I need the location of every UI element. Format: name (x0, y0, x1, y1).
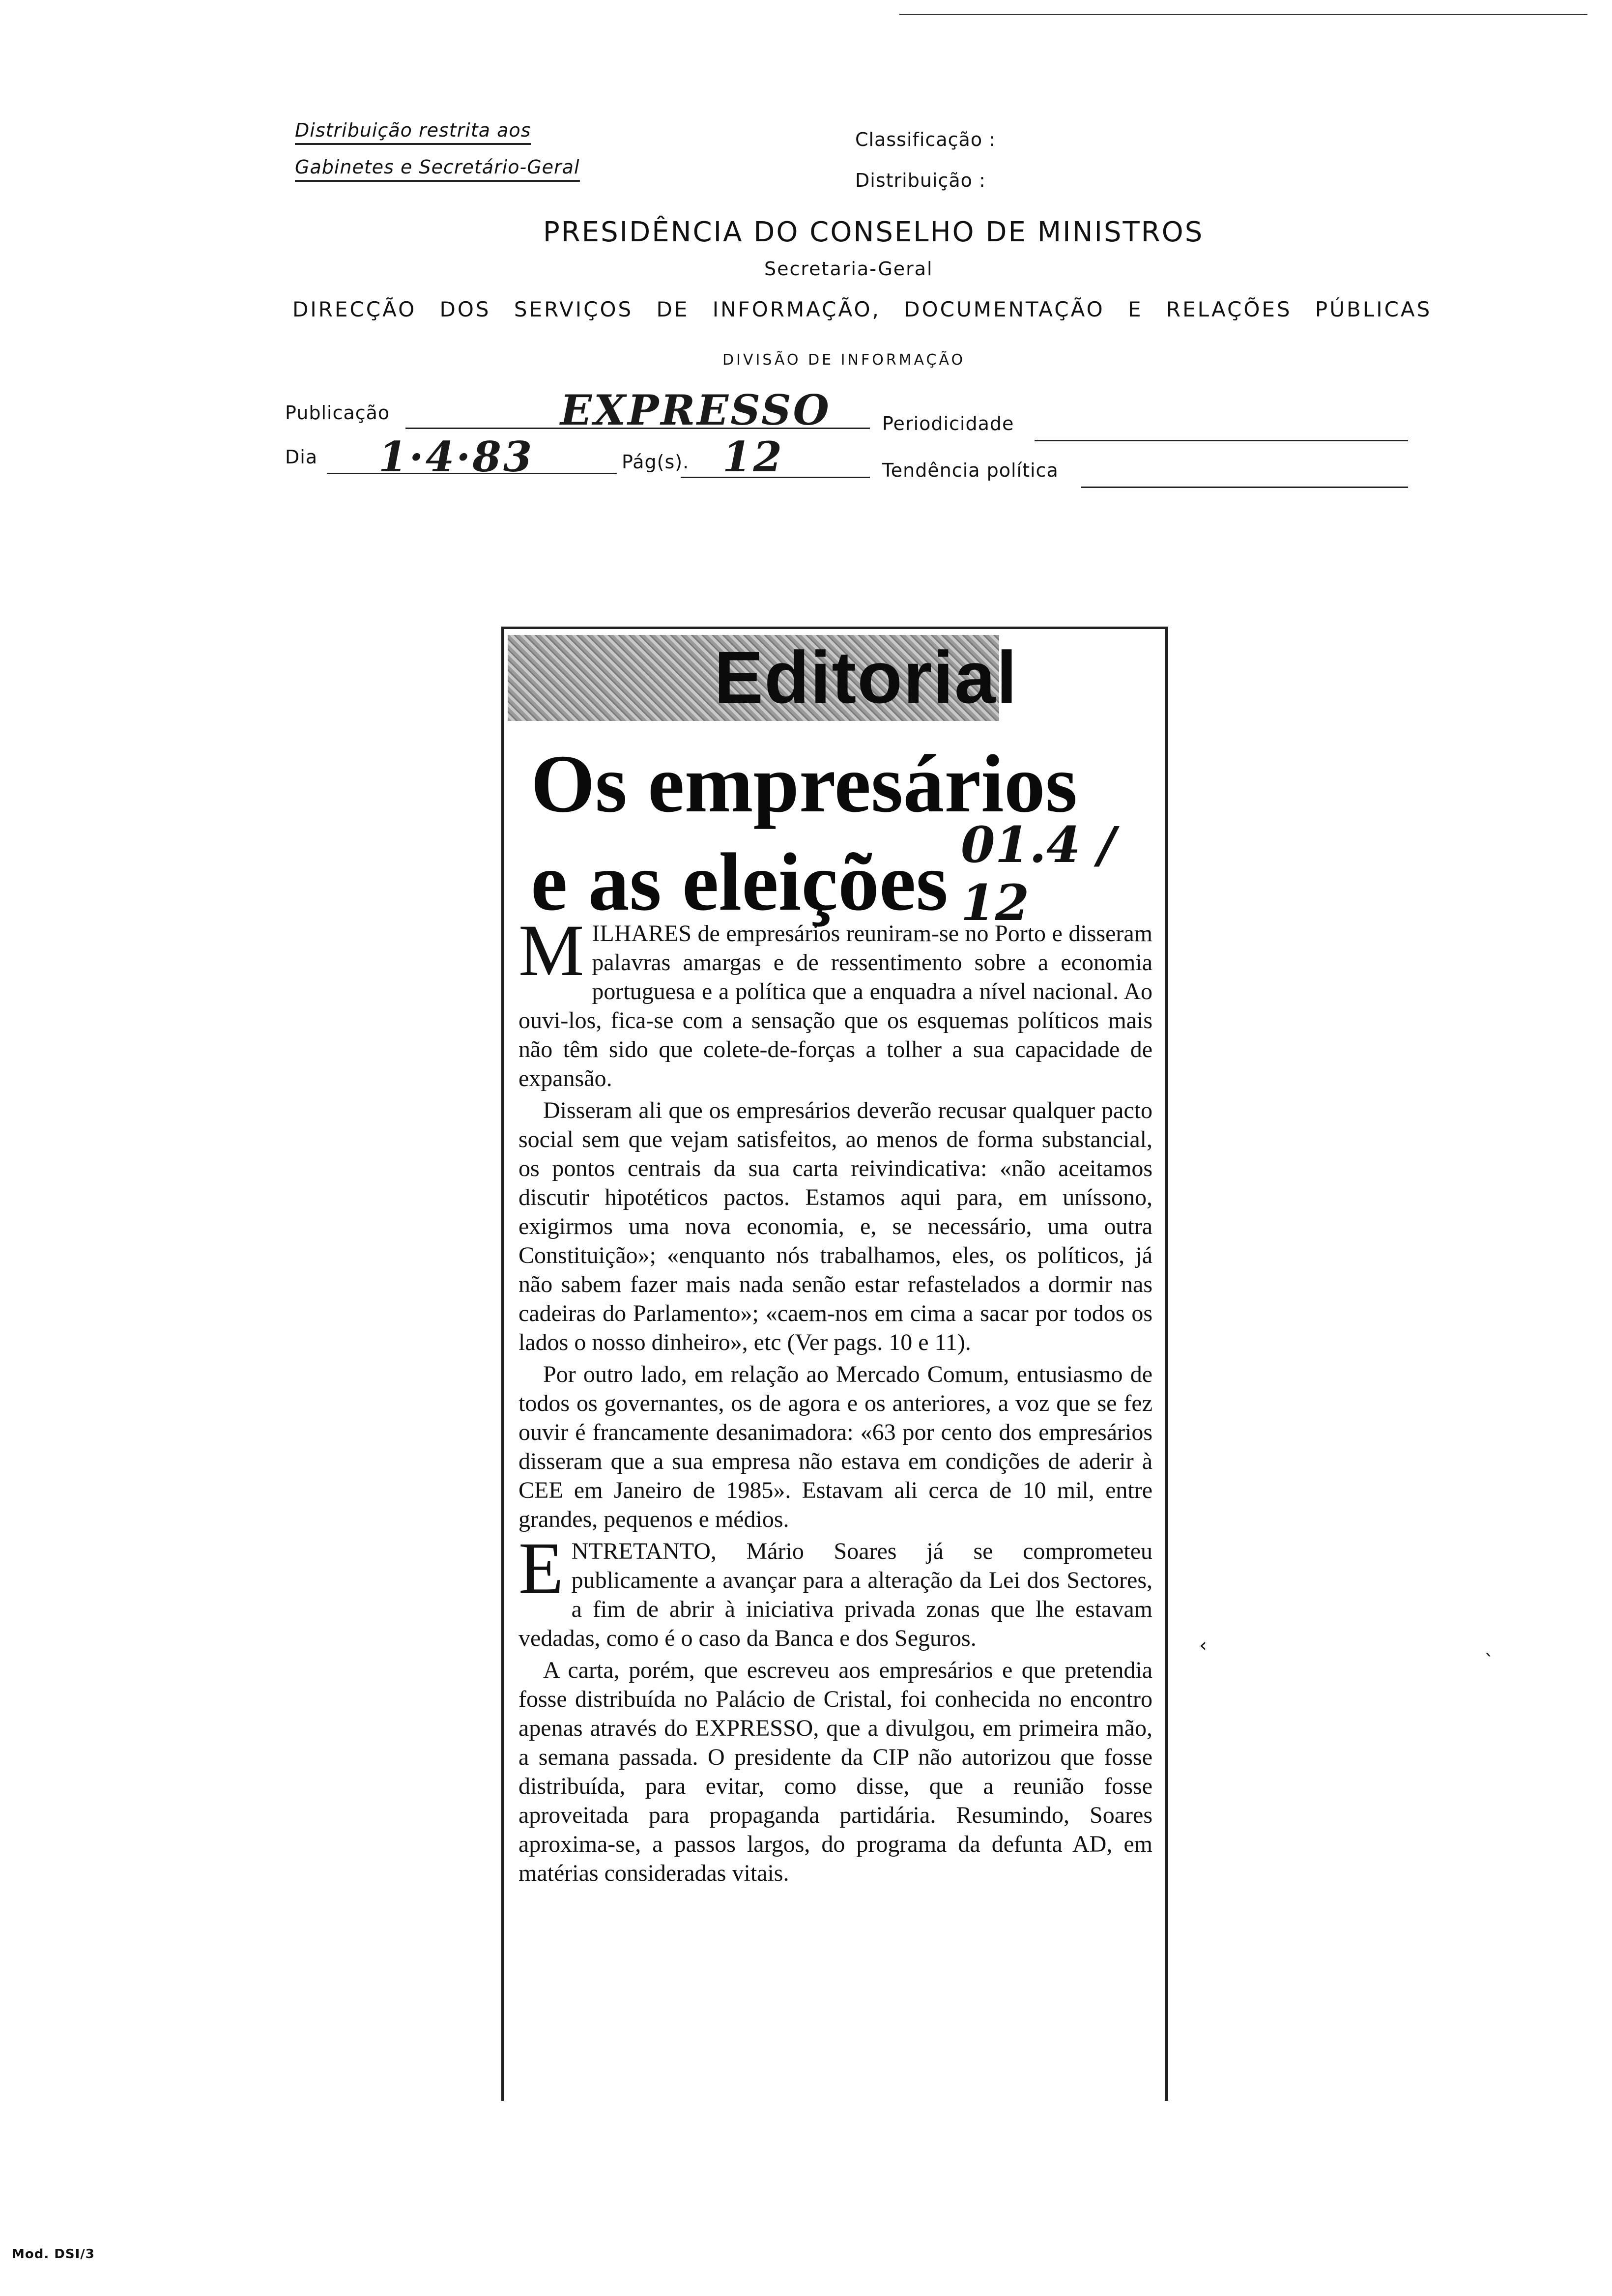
editorial-banner (508, 635, 1018, 721)
org-subtitle: Secretaria-Geral (764, 258, 933, 280)
article-paragraph (518, 910, 1152, 1093)
newspaper-clipping (501, 627, 1168, 2101)
article-body (518, 910, 1152, 1891)
tendency-line (1081, 487, 1408, 488)
model-code: Mod. DSI/3 (12, 2247, 95, 2262)
article-paragraph (518, 1527, 1152, 1653)
article-paragraph: Disseram ali que os empresários deverão recusar qualquer pacto social sem que vejam satisfeitos, ao menos de forma substancial, os pontos centrais da sua carta reivindicativa: «não aceitamos discutir hipotéticos pactos. Estamos aqui para, em uníssono, exigirmos uma nova economia, e, se necessário, uma outra Constituição»; «enquanto nós trabalhamos, eles, os políticos, já não sabem fazer mais nada senão estar refastelados a dormir nas cadeiras do Parlamento»; «caem-nos em cima a sacar por todos os lados o nosso dinheiro», etc (Ver pags. 10 e 11). (518, 1097, 1152, 1355)
publication-label: Publicação (285, 402, 390, 424)
distribution-label: Distribuição : (855, 170, 986, 191)
top-rule (899, 14, 1587, 15)
pages-value: 12 (722, 432, 784, 481)
division-line: DIVISÃO DE INFORMAÇÃO (722, 351, 966, 369)
handwritten-stamp: 01.4 / 12 (961, 816, 1116, 932)
periodicity-label: Periodicidade (882, 413, 1014, 434)
restricted-line-1: Distribuição restrita aos (295, 119, 531, 145)
day-value: 1·4·83 (378, 432, 534, 481)
margin-mark: ‹ (1199, 1634, 1207, 1657)
margin-mark-2: ˎ (1484, 1634, 1494, 1657)
restricted-line-2: Gabinetes e Secretário-Geral (295, 156, 580, 182)
tendency-label: Tendência política (882, 459, 1059, 481)
directorate-line: DIRECÇÃO DOS SERVIÇOS DE INFORMAÇÃO, DOCUMENTAÇÃO E RELAÇÕES PÚBLICAS (292, 297, 1432, 321)
periodicity-line (1035, 440, 1408, 441)
org-title: PRESIDÊNCIA DO CONSELHO DE MINISTROS (543, 216, 1204, 248)
publication-value: EXPRESSO (560, 386, 831, 434)
pages-label: Pág(s). (622, 451, 690, 473)
headline-line-1: Os empresários (531, 738, 1078, 830)
article-paragraph: A carta, porém, que escreveu aos empresários e que pretendia fosse distribuída no Palácio de Cristal, foi conhecida no encontro apenas através do EXPRESSO, que a divulgou, em primeira mão, a semana passada. O presidente da CIP não autorizou que fosse distribuída, para evitar, como disse, que a reunião fosse aproveitada para propaganda partidária. Resumindo, Soares aproxima-se, a passos largos, do programa da defunta AD, em matérias consideradas vitais. (518, 1657, 1152, 1886)
editorial-label: Editorial (714, 636, 1018, 718)
drop-cap: M (518, 910, 584, 991)
paragraph-text: NTRETANTO, Mário Soares já se comprometeu publicamente a avançar para a alteração da Lei dos Sectores, a fim de abrir à iniciativa privada zonas que lhe estavam vedadas, como é o caso da Banca e dos Seguros. (518, 1538, 1152, 1651)
drop-cap: E (518, 1527, 564, 1609)
day-label: Dia (285, 446, 318, 468)
classification-label: Classificação : (855, 129, 996, 150)
paragraph-text: ILHARES de empresários reuniram-se no Porto e disseram palavras amargas e de ressentimento sobre a economia portuguesa e a política que a enquadra a nível nacional. Ao ouvi-los, fica-se com a sensação que os esquemas políticos mais não têm sido que colete-de-forças a tolher a sua capacidade de expansão. (518, 920, 1152, 1091)
headline-line-2: e as eleições (531, 836, 948, 928)
article-paragraph: Por outro lado, em relação ao Mercado Comum, entusiasmo de todos os governantes, os de agora e os anteriores, a voz que se fez ouvir é francamente desanimadora: «63 por cento dos empresários disseram que a sua empresa não estava em condições de aderir à CEE em Janeiro de 1985». Estavam ali cerca de 10 mil, entre grandes, pequenos e médios. (518, 1361, 1152, 1532)
